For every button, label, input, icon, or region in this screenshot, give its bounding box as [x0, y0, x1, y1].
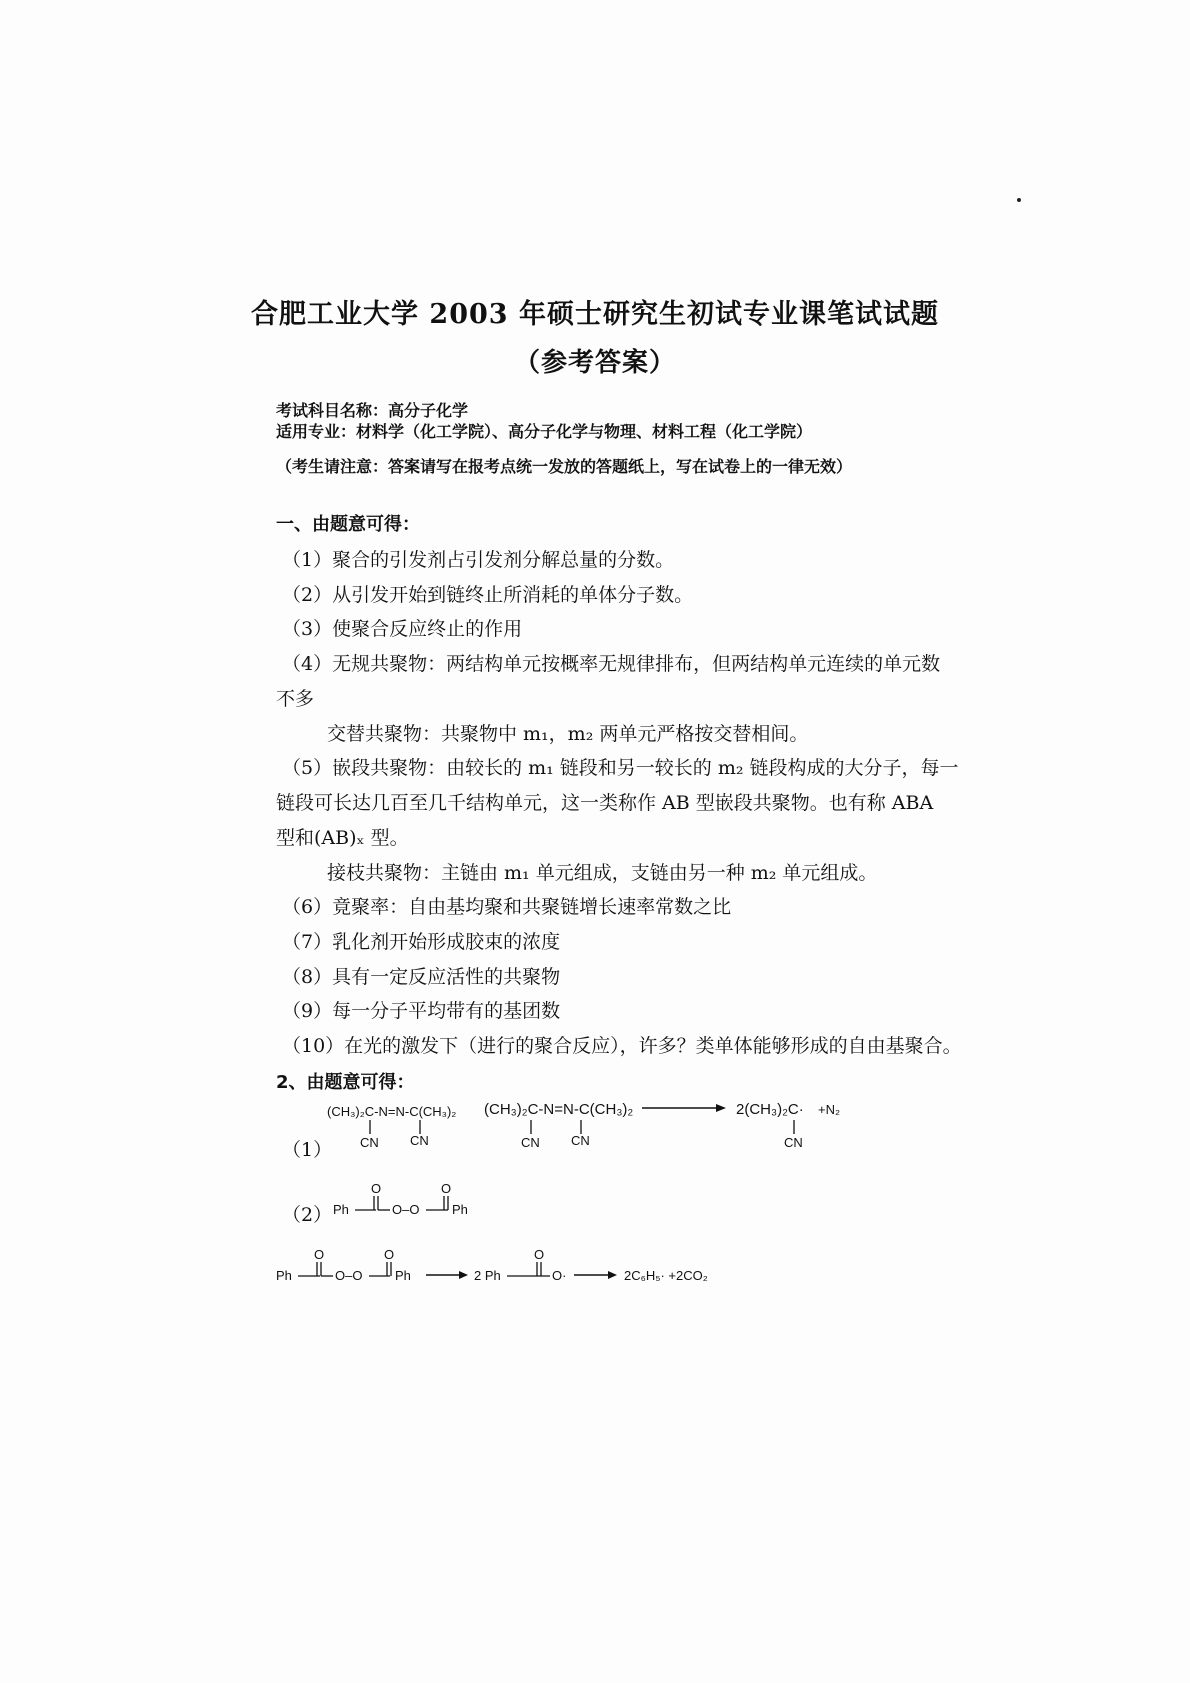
answer-item-continuation: 型和(AB)ₓ 型。 — [276, 827, 409, 849]
reaction-arrow — [642, 1104, 726, 1112]
candidate-notice: （考生请注意：答案请写在报考点统一发放的答题纸上，写在试卷上的一律无效） — [276, 457, 853, 476]
answer-item-continuation: 不多 — [276, 688, 315, 710]
answer-item: 接枝共聚物：主链由 m₁ 单元组成，支链由另一种 m₂ 单元组成。 — [327, 862, 878, 884]
svg-text:O·: O· — [552, 1268, 567, 1283]
reaction-label-1: （1） — [282, 1139, 333, 1161]
benzoyloxy-radical — [474, 1247, 566, 1283]
section1-heading: 一、由题意可得： — [276, 514, 420, 535]
isobutyronitrile-radical — [736, 1101, 840, 1150]
answer-item: （8）具有一定反应活性的共聚物 — [282, 966, 561, 988]
section2-heading: 2、由题意可得： — [276, 1072, 415, 1093]
page-title: 合肥工业大学 2003 年硕士研究生初试专业课笔试试题 — [251, 299, 939, 330]
answer-item: （3）使聚合反应终止的作用 — [282, 618, 523, 640]
svg-text:O–O: O–O — [392, 1202, 420, 1217]
svg-text:O: O — [314, 1247, 325, 1262]
page-subtitle: （参考答案） — [513, 348, 676, 378]
svg-text:Ph: Ph — [452, 1202, 468, 1217]
reaction-arrow — [426, 1271, 468, 1279]
svg-text:2 Ph: 2 Ph — [474, 1268, 501, 1283]
svg-text:O–O: O–O — [335, 1268, 363, 1283]
decomposition-products: 2C₆H₅· +2CO₂ — [624, 1268, 708, 1283]
svg-text:CN: CN — [571, 1133, 590, 1148]
svg-text:CN: CN — [360, 1135, 379, 1150]
answer-item: 交替共聚物：共聚物中 m₁，m₂ 两单元严格按交替相间。 — [327, 723, 809, 745]
svg-text:O: O — [371, 1181, 382, 1196]
svg-text:2(CH₃)₂C·: 2(CH₃)₂C· — [736, 1101, 804, 1118]
reaction-label-2: （2） — [282, 1204, 333, 1226]
azo-initiator-structure — [327, 1104, 456, 1150]
reaction-arrow — [574, 1271, 617, 1279]
applicable-majors: 适用专业：材料学（化工学院）、高分子化学与物理、材料工程（化工学院） — [276, 422, 813, 441]
svg-text:Ph: Ph — [276, 1268, 292, 1283]
azo-reactant-structure — [484, 1101, 633, 1150]
answer-item: （2）从引发开始到链终止所消耗的单体分子数。 — [282, 584, 694, 606]
svg-text:O: O — [384, 1247, 395, 1262]
svg-text:Ph: Ph — [333, 1202, 349, 1217]
svg-text:CN: CN — [521, 1135, 540, 1150]
answer-item: （1）聚合的引发剂占引发剂分解总量的分数。 — [282, 549, 675, 571]
answer-item: （5）嵌段共聚物：由较长的 m₁ 链段和另一较长的 m₂ 链段构成的大分子，每一 — [282, 757, 959, 779]
bpo-decomposition-reactant — [276, 1247, 411, 1283]
svg-text:Ph: Ph — [395, 1268, 411, 1283]
svg-text:O: O — [441, 1181, 452, 1196]
answer-item: （10）在光的激发下（进行的聚合反应），许多？类单体能够形成的自由基聚合。 — [282, 1035, 962, 1057]
answer-item: （6）竟聚率：自由基均聚和共聚链增长速率常数之比 — [282, 896, 732, 918]
answer-item: （4）无规共聚物：两结构单元按概率无规律排布，但两结构单元连续的单元数 — [282, 653, 941, 675]
svg-text:CN: CN — [410, 1133, 429, 1148]
exam-subject: 考试科目名称：高分子化学 — [276, 401, 469, 420]
svg-text:O: O — [534, 1247, 545, 1262]
svg-text:(CH₃)₂C-N=N-C(CH₃)₂: (CH₃)₂C-N=N-C(CH₃)₂ — [484, 1101, 634, 1118]
svg-text:CN: CN — [784, 1135, 803, 1150]
answer-item: （7）乳化剂开始形成胶束的浓度 — [282, 931, 561, 953]
answer-item-continuation: 链段可长达几百至几千结构单元，这一类称作 AB 型嵌段共聚物。也有称 ABA — [276, 792, 934, 814]
svg-text:(CH₃)₂C-N=N-C(CH₃)₂: (CH₃)₂C-N=N-C(CH₃)₂ — [327, 1104, 457, 1119]
answer-item: （9）每一分子平均带有的基团数 — [282, 1000, 561, 1022]
svg-text:+N₂: +N₂ — [818, 1102, 841, 1117]
benzoyl-peroxide-structure — [333, 1181, 468, 1217]
